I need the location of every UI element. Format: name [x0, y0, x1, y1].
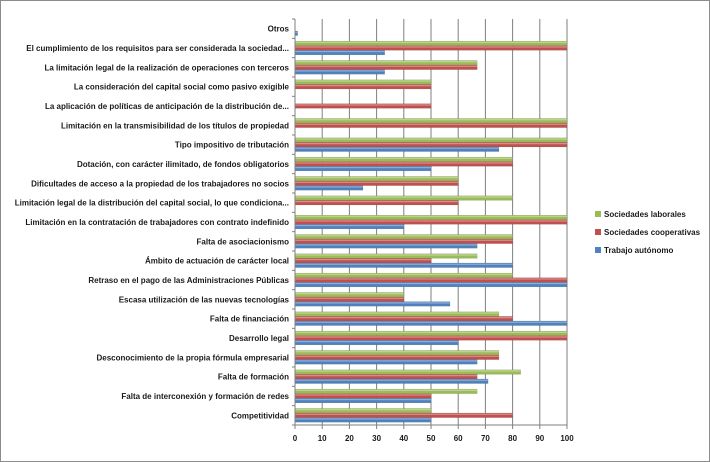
bar-highlight: [295, 356, 499, 357]
bar-highlight: [295, 278, 567, 279]
category-label-limitacion-en-la-transmisibilidad-de-los: Limitación en la transmisibilidad de los títulos de propiedad: [60, 121, 289, 131]
bar-highlight: [295, 390, 477, 391]
bar-highlight: [295, 235, 513, 236]
category-label-dificultades-de-acceso-a-la-propiedad-de: Dificultades de acceso a la propiedad de los trabajadores no socios: [31, 179, 289, 189]
bar-highlight: [295, 225, 404, 226]
bar-highlight: [295, 317, 513, 318]
x-tick-label-80: 80: [508, 434, 518, 443]
bar-highlight: [295, 409, 431, 410]
category-label-la-consideracion-del-capital-social-como: La consideración del capital social como pasivo exigible: [73, 82, 289, 92]
x-tick-label-30: 30: [372, 434, 382, 443]
bar-highlight: [295, 274, 513, 275]
bar-highlight: [295, 336, 567, 337]
legend-label-sociedades-cooperativas: Sociedades cooperativas: [604, 228, 701, 237]
bar-highlight: [295, 244, 477, 245]
x-tick-label-60: 60: [453, 434, 463, 443]
bar-highlight: [295, 119, 567, 120]
bar-highlight: [295, 293, 404, 294]
category-label-limitacion-legal-de-la-distribucion-del-: Limitación legal de la distribución del capital social, lo que condiciona...: [14, 198, 289, 208]
legend: [595, 210, 701, 255]
bar-highlight: [295, 182, 458, 183]
bar-highlight: [295, 322, 567, 323]
legend-swatch-sociedades-cooperativas: [595, 229, 601, 235]
bar-highlight: [295, 148, 499, 149]
x-tick-label-90: 90: [535, 434, 545, 443]
bar-highlight: [295, 143, 567, 144]
category-label-dotacion-con-caracter-ilimitado-de-fondo: Dotación, con carácter ilimitado, de fondos obligatorios: [76, 160, 289, 169]
bar-highlight: [295, 186, 363, 187]
category-label-escasa-utilizacion-de-las-nuevas-tecnolo: Escasa utilización de las nuevas tecnologías: [118, 295, 289, 305]
bar-highlight: [295, 240, 513, 241]
x-tick-label-50: 50: [426, 434, 436, 443]
category-label-falta-de-financiacion: Falta de financiación: [209, 314, 289, 324]
category-label-desconocimiento-de-la-propia-formula-emp: Desconocimiento de la propia fórmula empresarial: [96, 353, 289, 363]
category-label-falta-de-formacion: Falta de formación: [217, 372, 289, 382]
bar-highlight: [295, 85, 431, 86]
legend-label-trabajo-autonomo: Trabajo autónomo: [604, 246, 674, 255]
bar-highlight: [295, 124, 567, 125]
bar-highlight: [295, 418, 431, 419]
legend-swatch-sociedades-laborales: [595, 211, 601, 217]
bar-highlight: [295, 138, 567, 139]
category-label-la-aplicacion-de-politicas-de-anticipaci: La aplicación de políticas de anticipación de la distribución de...: [44, 102, 289, 111]
category-label-falta-de-asociacionismo: Falta de asociacionismo: [196, 237, 289, 247]
category-label-falta-de-interconexion-y-formacion-de-re: Falta de interconexión y formación de redes: [121, 392, 289, 401]
bar-highlight: [295, 158, 513, 159]
bar-highlight: [295, 162, 513, 163]
bar-highlight: [295, 104, 431, 105]
x-tick-label-40: 40: [399, 434, 409, 443]
category-label-desarrollo-legal: Desarrollo legal: [228, 334, 289, 343]
bar-highlight: [295, 259, 431, 260]
bar-highlight: [295, 380, 488, 381]
bar-highlight: [295, 312, 499, 313]
x-tick-label-10: 10: [317, 434, 327, 443]
category-label-tipo-impositivo-de-tributacion: Tipo impositivo de tributación: [174, 140, 289, 150]
bar-highlight: [295, 80, 431, 81]
bar-highlight: [295, 167, 431, 168]
category-label-retraso-en-el-pago-de-las-administracion: Retraso en el pago de las Administraciones Públicas: [88, 276, 289, 285]
bar-highlight: [295, 298, 404, 299]
x-tick-label-0: 0: [292, 434, 298, 443]
bar-highlight: [295, 196, 513, 197]
bar-highlight: [295, 394, 431, 395]
category-label-limitacion-en-la-contratacion-de-trabaja: Limitación en la contratación de trabajadores con contrato indefinido: [25, 218, 289, 227]
category-label-la-limitacion-legal-de-la-realizacion-de: La limitación legal de la realización de operaciones con terceros: [44, 63, 289, 73]
bar-chart: [1, 1, 709, 461]
bar-highlight: [295, 220, 567, 221]
bar-highlight: [295, 351, 499, 352]
x-tick-label-70: 70: [480, 434, 490, 443]
x-tick-label-100: 100: [560, 434, 574, 443]
bar-highlight: [295, 201, 458, 202]
x-tick-label-20: 20: [344, 434, 354, 443]
bar-highlight: [295, 399, 431, 400]
bar-highlight: [295, 264, 513, 265]
bar-highlight: [295, 283, 567, 284]
bar-highlight: [295, 66, 477, 67]
bar-highlight: [295, 46, 567, 47]
category-label-competitividad: Competitividad: [231, 411, 289, 421]
bar-highlight: [295, 375, 477, 376]
bar-highlight: [295, 254, 477, 255]
category-label-otros: Otros: [267, 24, 289, 34]
bar-highlight: [295, 341, 458, 342]
bar-highlight: [295, 216, 567, 217]
bar-highlight: [295, 302, 450, 303]
bar-highlight: [295, 332, 567, 333]
bar-highlight: [295, 370, 521, 371]
bar-highlight: [295, 177, 458, 178]
legend-swatch-trabajo-autonomo: [595, 247, 601, 253]
category-label-ambito-de-actuacion-de-caracter-local: Ámbito de actuación de carácter local: [144, 256, 289, 266]
bar-highlight: [295, 70, 385, 71]
legend-label-sociedades-laborales: Sociedades laborales: [604, 210, 686, 219]
bar-highlight: [295, 51, 385, 52]
bar-highlight: [295, 61, 477, 62]
category-label-el-cumplimiento-de-los-requisitos-para-s: El cumplimiento de los requisitos para ser considerada la sociedad...: [26, 44, 289, 53]
tick-labels: [293, 434, 574, 443]
category-labels: [15, 25, 290, 421]
bar-highlight: [295, 42, 567, 43]
bar-highlight: [295, 414, 513, 415]
bar-highlight: [295, 360, 477, 361]
